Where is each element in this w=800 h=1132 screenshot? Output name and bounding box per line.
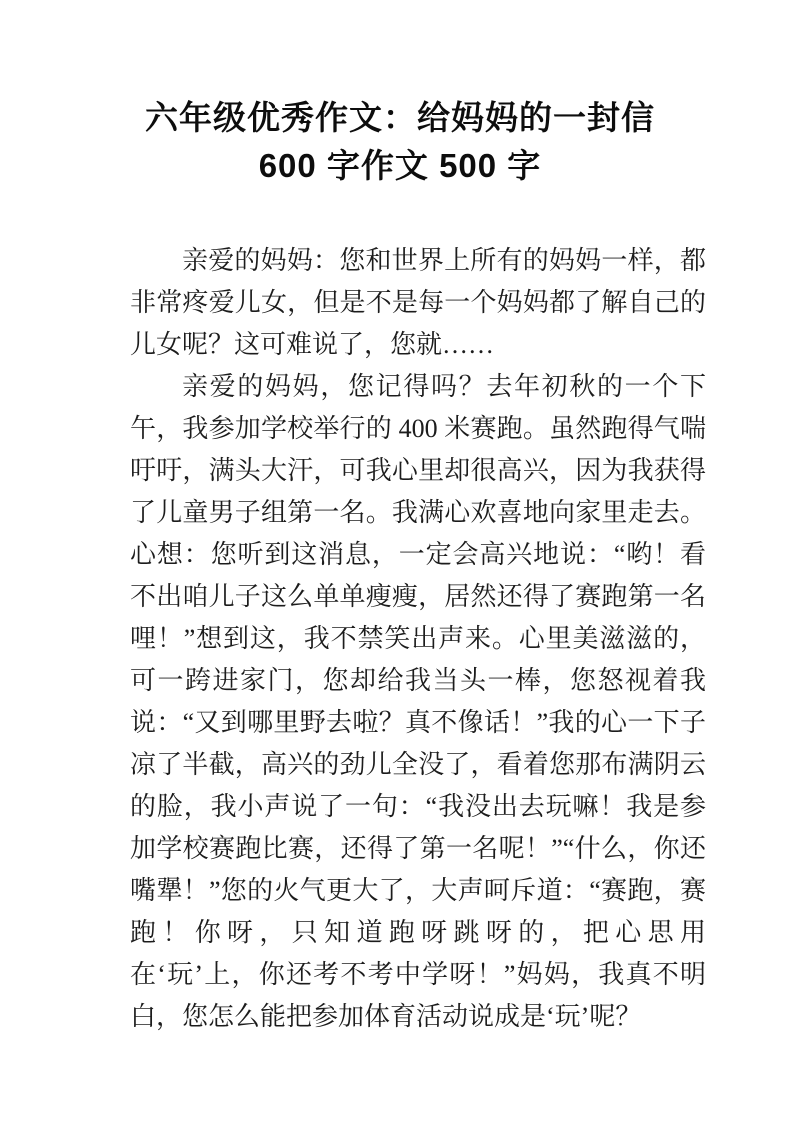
- essay-title: [0, 0, 800, 190]
- essay-title-line-2: 600 字作文 500 字: [258, 147, 542, 184]
- essay-body: [130, 240, 706, 1038]
- essay-paragraph-1: 亲爱的妈妈：您和世界上所有的妈妈一样，都非常疼爱儿女，但是不是每一个妈妈都了解自己的儿女呢？这可难说了，您就……: [130, 246, 706, 359]
- essay-title-line-1: 六年级优秀作文：给妈妈的一封信: [145, 99, 655, 136]
- essay-paragraph-2: 亲爱的妈妈，您记得吗？去年初秋的一个下午，我参加学校举行的 400 米赛跑。虽然跑得气喘吁吁，满头大汗，可我心里却很高兴，因为我获得了儿童男子组第一名。我满心欢喜地向家里走去。心想：您听到这消息，一定会高兴地说：“哟！看不出咱儿子这么单单瘦瘦，居然还得了赛跑第一名哩！”想到这，我不禁笑出声来。心里美滋滋的，可一跨进家门，您却给我当头一棒，您怒视着我说：“又到哪里野去啦？真不像话！”我的心一下子凉了半截，高兴的劲儿全没了，看着您那布满阴云的脸，我小声说了一句：“我没出去玩嘛！我是参加学校赛跑比赛，还得了第一名呢！”“什么，你还嘴犟！”您的火气更大了，大声呵斥道：“赛跑，赛跑！你呀，只知道跑呀跳呀的，把心思用在‘玩’上，你还考不考中学呀！”妈妈，我真不明白，您怎么能把参加体育活动说成是‘玩’呢？: [130, 372, 706, 1031]
